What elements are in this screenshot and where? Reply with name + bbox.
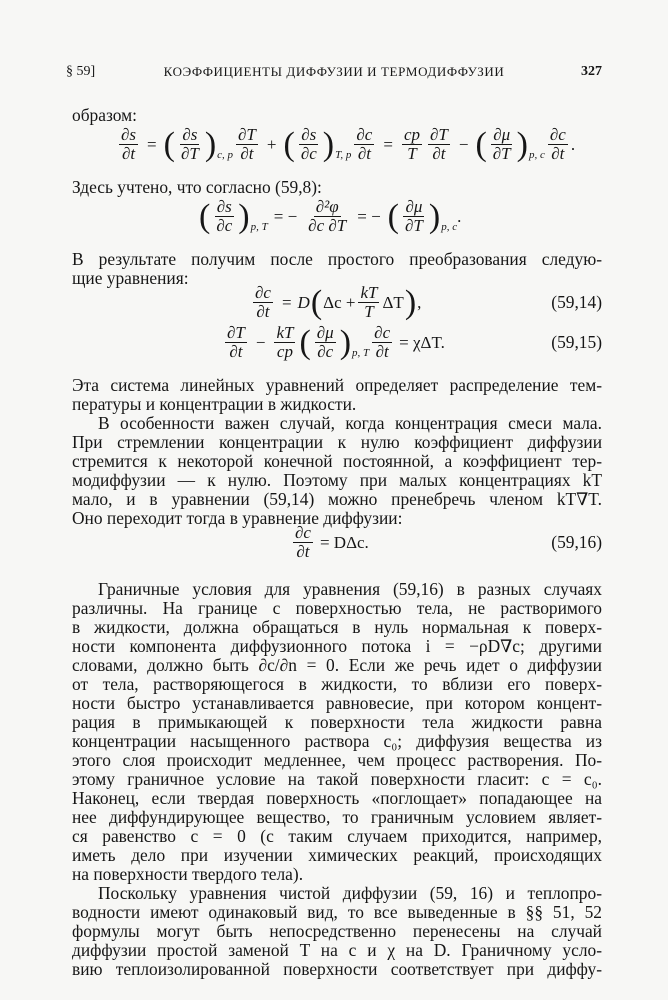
- text-line: стремится к некоторой конечной постоянной, а коэффициент тер-: [72, 451, 602, 471]
- page-header-title: КОЭФФИЦИЕНТЫ ДИФФУЗИИ И ТЕРМОДИФФУЗИИ: [163, 64, 505, 79]
- equation-maxwell-relation: ( $\frac{\partial s}{\partial c}$ ) p, T = − $\frac{\text{∂²φ}}{\partial c \partial T}$ = − ( $\frac{\partial\mu}{\partial T}$ ) p, c .: [199, 197, 462, 235]
- text-line: При стремлении концентрации к нулю коэффициент диффузии: [72, 432, 602, 452]
- text-line: Здесь учтено, что согласно (59,8):: [72, 177, 322, 197]
- text-line: модиффузии — к нулю. Поэтому при малых концентрациях kT: [72, 470, 602, 490]
- text-line: от тела, растворяющегося в жидкости, то вблизи его поверх-: [72, 674, 602, 694]
- equation-number: (59,14): [551, 292, 602, 312]
- equation-number: (59,15): [551, 332, 602, 352]
- text-line: нее диффундирующее вещество, то граничным условием являет-: [72, 807, 602, 827]
- text-line: Оно переходит тогда в уравнение диффузии:: [72, 508, 403, 528]
- text-line: ности компонента диффузионного потока i = −ρD∇c; другими: [72, 636, 602, 656]
- text-line: концентрации насыщенного раствора c₀; диффузия вещества из: [72, 731, 602, 751]
- text-line: ся равенство c = 0 (с таким случаем приходится, например,: [72, 826, 602, 846]
- text-line: Поскольку уравнения чистой диффузии (59, 16) и теплопро-: [98, 883, 602, 903]
- text-line: формулы могут быть непосредственно перенесены на случай: [72, 921, 602, 941]
- text-line: вию теплоизолированной поверхности соответствует при диффу-: [72, 959, 602, 979]
- equation-entropy-derivative: $\frac{\partial s}{\partial t}$ = ( $\frac{\partial s}{\partial T}$ ) c, p $\frac{\partial T}{\partial t}$ + ( $\frac{\partial s}{\partial c}$ ) T, p $\frac{\partial c}{\partial t}$ = $\frac{cp}{T}$ $\frac{\partial T}{\partial t}$ − ( $\frac{\partial\mu}{\partial T}$ ) p, c $\frac{\partial c}{\partial t}$ .: [121, 125, 576, 163]
- equation-59-14: $\frac{\partial c}{\partial t}$ = D ( Δc + $\frac{kT}{T}$ ΔT ) ,: [255, 283, 422, 321]
- section-mark: § 59]: [66, 64, 96, 79]
- text-line: различны. На границе с поверхностью тела, не растворимого: [72, 598, 602, 618]
- text-line: ности быстро устанавливается равновесие, при котором концент-: [72, 693, 602, 713]
- text-line: В результате получим после простого преобразования следую-: [72, 249, 602, 269]
- text-line: В особенности важен случай, когда концентрация смеси мала.: [98, 413, 602, 433]
- equation-number: (59,16): [551, 532, 602, 552]
- text-line: мало, и в уравнении (59,14) можно пренебречь членом kT∇T.: [72, 489, 602, 509]
- equation-59-15: $\frac{\partial T}{\partial t}$ − $\frac{kT}{cp}$ ( $\frac{\partial\mu}{\partial c}$ ) p, T $\frac{\partial c}{\partial t}$ = χΔT.: [227, 323, 445, 361]
- text-line: водности имеют одинаковый вид, то все выведенные в §§ 51, 52: [72, 902, 602, 922]
- text-line: Эта система линейных уравнений определяет распределение тем-: [72, 375, 602, 395]
- equation-59-16: $\frac{\partial c}{\partial t}$ = DΔc.: [295, 523, 369, 561]
- text-line: этого слоя происходит медленнее, чем процесс растворения. По-: [72, 750, 602, 770]
- page-number: 327: [581, 64, 602, 79]
- text-line: этому граничное условие на такой поверхности гласит: c = c₀.: [72, 769, 602, 789]
- text-line: пературы и концентрации в жидкости.: [72, 394, 357, 414]
- text-line: диффузии простой заменой T на c и χ на D. Граничному усло-: [72, 940, 602, 960]
- text-line: щие уравнения:: [72, 268, 189, 288]
- text-line: Наконец, если твердая поверхность «поглощает» попадающее на: [72, 788, 602, 808]
- text-line: иметь дело при изучении химических реакций, происходящих: [72, 845, 602, 865]
- text-line: рация в примыкающей к поверхности тела жидкости равна: [72, 712, 602, 732]
- text-line: Граничные условия для уравнения (59,16) в разных случаях: [98, 579, 602, 599]
- text-line: на поверхности твердого тела).: [72, 864, 304, 884]
- running-header: [66, 64, 602, 86]
- text-line: образом:: [72, 105, 137, 125]
- text-line: в жидкости, должна обращаться в нуль нормальная к поверх-: [72, 617, 602, 637]
- text-line: словами, должно быть ∂c/∂n = 0. Если же речь идет о диффузии: [72, 655, 602, 675]
